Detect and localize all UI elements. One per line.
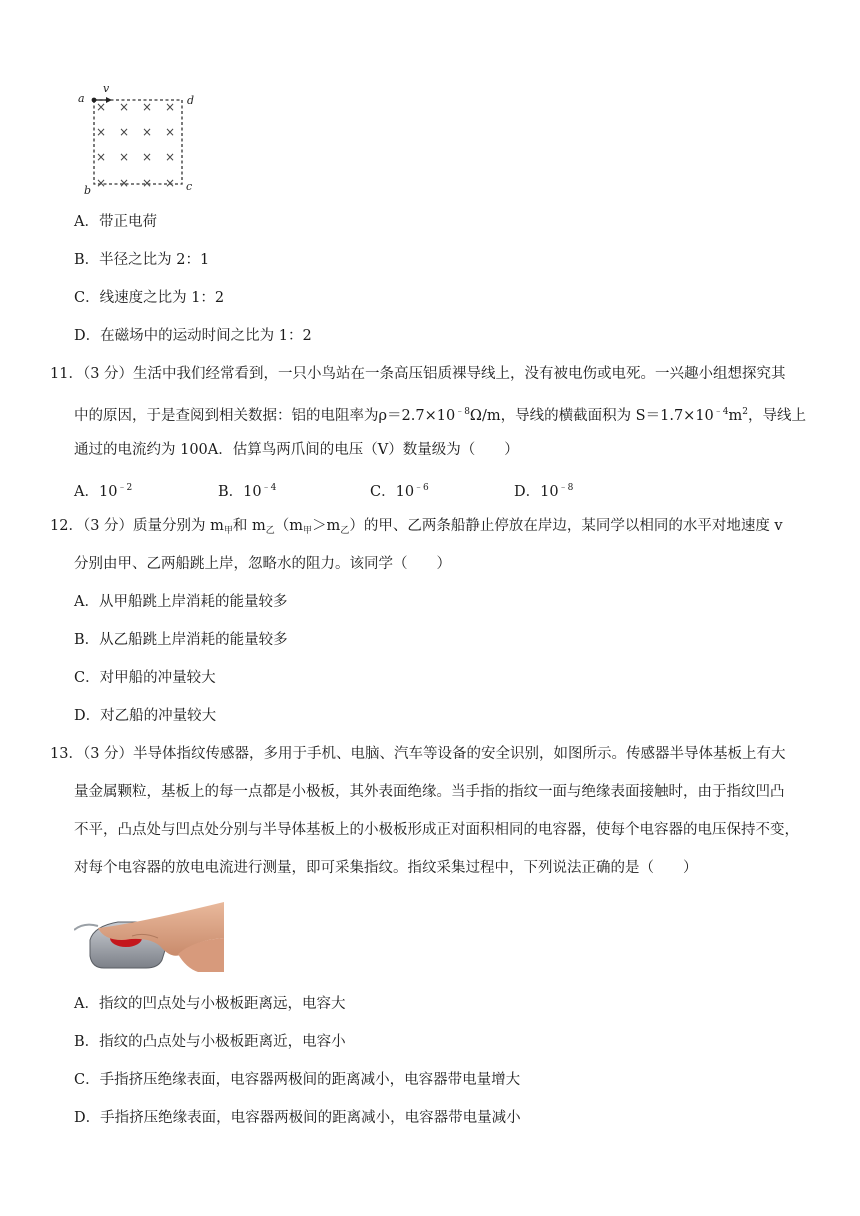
label-c: c <box>186 180 193 193</box>
q10-option-b: B．半径之比为 2：1 <box>74 252 210 268</box>
magnetic-field-diagram <box>74 80 214 198</box>
field-crosses <box>96 100 175 190</box>
q11-option-a: A．$10^{﹣2}$ <box>74 483 133 500</box>
q10-option-d: D．在磁场中的运动时间之比为 1：2 <box>74 328 312 344</box>
svg-text:×: × <box>142 150 153 164</box>
q13-line-4: 对每个电容器的放电电流进行测量，即可采集指纹。指纹采集过程中，下列说法正确的是（ ） <box>74 860 698 876</box>
q13-line-2: 量金属颗粒，基板上的每一点都是小极板，其外表面绝缘。当手指的指纹一面与绝缘表面接触时，由于指纹凹凸 <box>74 784 785 800</box>
q13-option-a: A．指纹的凹点处与小极板距离远，电容大 <box>74 996 346 1012</box>
svg-text:×: × <box>165 176 176 190</box>
svg-text:×: × <box>96 125 107 139</box>
label-d: d <box>187 94 195 107</box>
q13-option-b: B．指纹的凸点处与小极板距离近，电容小 <box>74 1034 346 1050</box>
q11-option-c: C．$10^{﹣6}$ <box>370 483 429 500</box>
q11-option-d: D．$10^{﹣8}$ <box>514 483 574 500</box>
q12-line-1: 12．（3 分）质量分别为 $m_甲$和 $m_乙(m_甲>m_乙)$的甲、乙两条船静止停放在岸边，某同学以相同的水平对地速度 v <box>50 518 783 536</box>
svg-text:×: × <box>165 125 176 139</box>
q10-option-c: C．线速度之比为 1：2 <box>74 290 225 306</box>
svg-text:×: × <box>165 150 176 164</box>
q11-line-1: 11．（3 分）生活中我们经常看到，一只小鸟站在一条高压铝质裸导线上，没有被电伤或电死。一兴趣小组想探究其 <box>50 366 786 382</box>
svg-text:×: × <box>142 100 153 114</box>
q11-option-b: B．$10^{﹣4}$ <box>218 483 277 500</box>
q11-line-2: 中的原因，于是查阅到相关数据：铝的电阻率为$\rho=2.7\times 10^{﹣8}\Omega/m$，导线的横截面积为 $S=1.7\times 10^{﹣4}m^2$，导线上 <box>74 407 806 424</box>
q10-option-a: A．带正电荷 <box>74 214 157 230</box>
svg-text:×: × <box>96 100 107 114</box>
q12-option-d: D．对乙船的冲量较大 <box>74 708 217 724</box>
q13-line-3: 不平，凸点处与凹点处分别与半导体基板上的小极板形成正对面积相同的电容器，使每个电容器的电压保持不变， <box>74 822 799 838</box>
svg-text:×: × <box>119 125 130 139</box>
svg-text:×: × <box>142 176 153 190</box>
q13-option-c: C．手指挤压绝缘表面，电容器两极间的距离减小，电容器带电量增大 <box>74 1072 521 1088</box>
svg-text:×: × <box>96 150 107 164</box>
fingerprint-sensor-image <box>74 898 224 974</box>
label-a: a <box>78 92 85 105</box>
svg-text:×: × <box>142 125 153 139</box>
q11-line-3: 通过的电流约为 100A．估算鸟两爪间的电压（V）数量级为（ ） <box>74 442 519 458</box>
label-b: b <box>84 184 92 197</box>
q12-option-a: A．从甲船跳上岸消耗的能量较多 <box>74 594 288 610</box>
q12-line-2: 分别由甲、乙两船跳上岸，忽略水的阻力。该同学（ ） <box>74 556 451 572</box>
q13-option-d: D．手指挤压绝缘表面，电容器两极间的距离减小，电容器带电量减小 <box>74 1110 521 1126</box>
label-v: v <box>103 82 110 95</box>
svg-text:×: × <box>119 150 130 164</box>
svg-text:×: × <box>165 100 176 114</box>
svg-text:×: × <box>96 176 107 190</box>
q12-option-c: C．对甲船的冲量较大 <box>74 670 216 686</box>
svg-text:×: × <box>119 176 130 190</box>
q13-line-1: 13．（3 分）半导体指纹传感器，多用于手机、电脑、汽车等设备的安全识别，如图所示。传感器半导体基板上有大 <box>50 746 786 762</box>
svg-text:×: × <box>119 100 130 114</box>
q12-option-b: B．从乙船跳上岸消耗的能量较多 <box>74 632 288 648</box>
